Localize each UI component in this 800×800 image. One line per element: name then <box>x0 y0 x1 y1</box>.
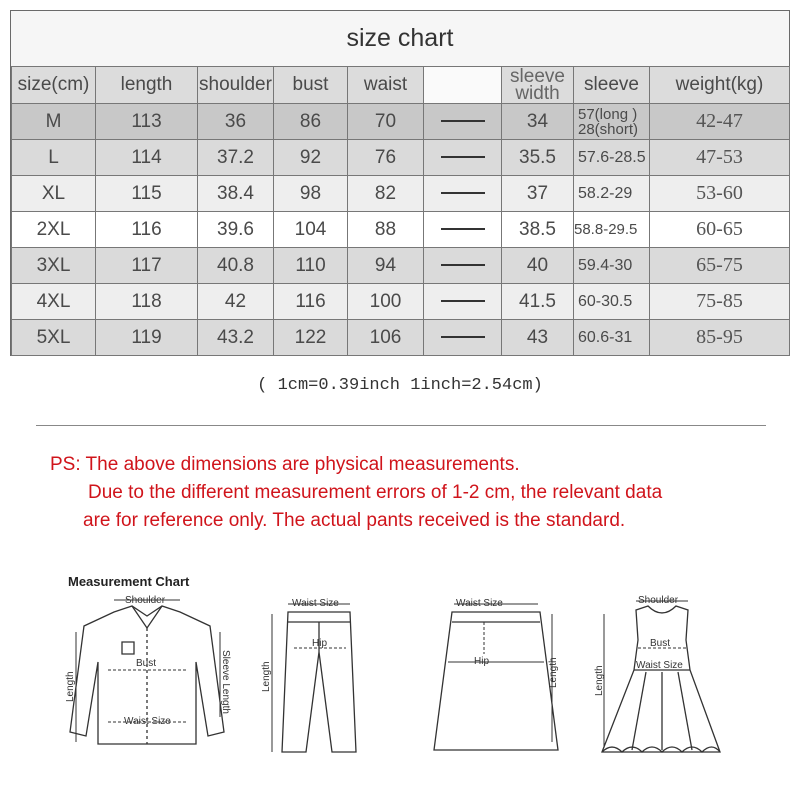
table-row <box>12 248 790 284</box>
cell-sleeve-width: 34 <box>502 104 574 140</box>
cell-bust: 98 <box>274 176 348 212</box>
cell-dash <box>424 104 502 140</box>
cell-sleeve-width: 40 <box>502 248 574 284</box>
cell-dash <box>424 320 502 356</box>
shirt-diagram <box>62 592 232 762</box>
cell-dash <box>424 212 502 248</box>
size-chart <box>10 10 790 356</box>
dress-length-label: Length <box>594 665 605 696</box>
dress-shoulder-label: Shoulder <box>638 595 679 606</box>
cell-dash <box>424 248 502 284</box>
sleeve-long: 57(long ) <box>578 105 638 123</box>
cell-shoulder: 36 <box>198 104 274 140</box>
skirt-diagram <box>426 592 566 762</box>
cell-shoulder: 42 <box>198 284 274 320</box>
table-row <box>12 284 790 320</box>
cell-length: 113 <box>96 104 198 140</box>
cell-size: M <box>12 104 96 140</box>
chart-title: size chart <box>11 11 789 67</box>
cell-dash <box>424 140 502 176</box>
cell-size: 4XL <box>12 284 96 320</box>
pants-length-label: Length <box>261 661 272 692</box>
skirt-outline <box>434 612 558 750</box>
cell-size: 5XL <box>12 320 96 356</box>
ps-line-2: Due to the different measurement errors of 1-2 cm, the relevant data <box>88 482 663 503</box>
cell-size: 2XL <box>12 212 96 248</box>
ps-line-1: PS: The above dimensions are physical measurements. <box>50 454 520 475</box>
measurement-chart-title: Measurement Chart <box>68 574 190 589</box>
header-blank <box>424 67 502 104</box>
cell-weight: 85-95 <box>650 320 790 356</box>
skirt-waist-label: Waist Size <box>456 598 503 609</box>
cell-bust: 92 <box>274 140 348 176</box>
cell-weight: 75-85 <box>650 284 790 320</box>
skirt-hip-label: Hip <box>474 656 490 667</box>
cell-sleeve-width: 38.5 <box>502 212 574 248</box>
cell-sleeve-width: 37 <box>502 176 574 212</box>
cell-length: 119 <box>96 320 198 356</box>
cell-size: L <box>12 140 96 176</box>
cell-length: 118 <box>96 284 198 320</box>
cell-weight: 47-53 <box>650 140 790 176</box>
cell-weight: 60-65 <box>650 212 790 248</box>
cell-shoulder: 40.8 <box>198 248 274 284</box>
cell-size: XL <box>12 176 96 212</box>
shirt-sleeve-label: Sleeve Length <box>220 650 231 714</box>
cell-length: 115 <box>96 176 198 212</box>
cell-size: 3XL <box>12 248 96 284</box>
cell-sleeve: 59.4-30 <box>574 248 650 284</box>
cell-shoulder: 39.6 <box>198 212 274 248</box>
cell-sleeve: 60.6-31 <box>574 320 650 356</box>
cell-dash <box>424 176 502 212</box>
size-table <box>11 66 790 356</box>
cell-waist: 76 <box>348 140 424 176</box>
cell-bust: 122 <box>274 320 348 356</box>
cell-shoulder: 38.4 <box>198 176 274 212</box>
cell-weight: 65-75 <box>650 248 790 284</box>
cell-shoulder: 37.2 <box>198 140 274 176</box>
cell-length: 116 <box>96 212 198 248</box>
cell-waist: 100 <box>348 284 424 320</box>
header-sleeve: sleeve <box>574 67 650 104</box>
cell-sleeve: 60-30.5 <box>574 284 650 320</box>
cell-dash <box>424 284 502 320</box>
cell-sleeve <box>574 104 650 140</box>
cell-waist: 88 <box>348 212 424 248</box>
cell-waist: 82 <box>348 176 424 212</box>
cell-length: 114 <box>96 140 198 176</box>
header-sleeve-width: sleeve width <box>502 67 574 104</box>
ps-line-3: are for reference only. The actual pants received is the standard. <box>83 510 626 531</box>
table-row <box>12 176 790 212</box>
pants-waist-label: Waist Size <box>292 598 339 609</box>
cell-bust: 116 <box>274 284 348 320</box>
shirt-waist-label: Waist Size <box>124 716 171 727</box>
cell-shoulder: 43.2 <box>198 320 274 356</box>
cell-length: 117 <box>96 248 198 284</box>
cell-waist: 94 <box>348 248 424 284</box>
pants-diagram <box>258 592 368 762</box>
cell-waist: 70 <box>348 104 424 140</box>
header-weight: weight(kg) <box>650 67 790 104</box>
dress-diagram <box>596 592 726 762</box>
table-row <box>12 320 790 356</box>
dress-waist-label: Waist Size <box>636 660 683 671</box>
cell-sleeve-width: 41.5 <box>502 284 574 320</box>
table-row <box>12 212 790 248</box>
ps-note <box>50 451 662 535</box>
cell-sleeve: 58.2-29 <box>574 176 650 212</box>
sleeve-short: 28(short) <box>578 120 639 138</box>
table-header-row <box>12 67 790 104</box>
header-waist: waist <box>348 67 424 104</box>
pants-hip-label: Hip <box>312 638 328 649</box>
header-length: length <box>96 67 198 104</box>
table-row <box>12 140 790 176</box>
header-size: size(cm) <box>12 67 96 104</box>
dress-bust-label: Bust <box>650 638 671 649</box>
cell-bust: 86 <box>274 104 348 140</box>
cell-sleeve: 58.8-29.5 <box>574 212 650 248</box>
cell-sleeve: 57.6-28.5 <box>574 140 650 176</box>
table-row <box>12 104 790 140</box>
header-bust: bust <box>274 67 348 104</box>
cell-waist: 106 <box>348 320 424 356</box>
shirt-shoulder-label: Shoulder <box>125 595 166 606</box>
dress-outline <box>602 606 720 752</box>
cell-sleeve-width: 35.5 <box>502 140 574 176</box>
cell-bust: 104 <box>274 212 348 248</box>
divider <box>36 425 766 426</box>
header-shoulder: shoulder <box>198 67 274 104</box>
unit-conversion-note: ( 1cm=0.39inch 1inch=2.54cm) <box>257 376 543 395</box>
cell-weight: 42-47 <box>650 104 790 140</box>
cell-weight: 53-60 <box>650 176 790 212</box>
skirt-length-label: Length <box>548 657 559 688</box>
shirt-bust-label: Bust <box>136 658 157 669</box>
cell-sleeve-width: 43 <box>502 320 574 356</box>
shirt-length-label: Length <box>65 671 76 702</box>
cell-bust: 110 <box>274 248 348 284</box>
